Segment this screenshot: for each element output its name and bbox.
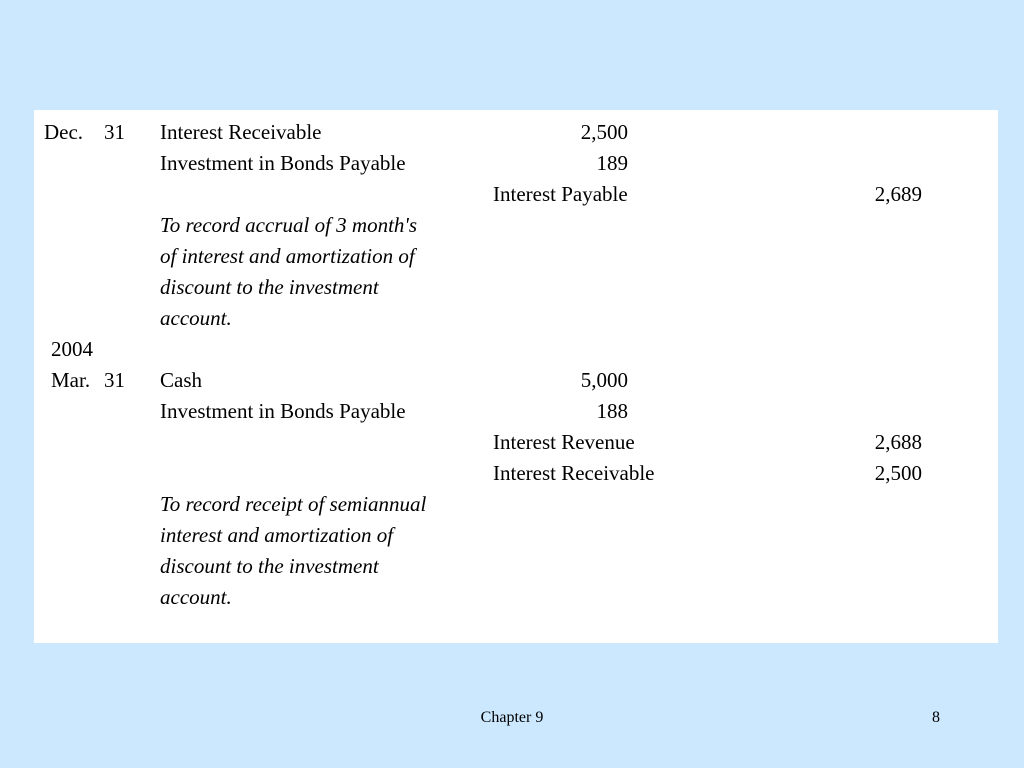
entry2-memo-line2: interest and amortization of [160, 523, 394, 547]
entry2-credit1-amount: 2,688 [874, 430, 922, 454]
entry2-credit2-amount: 2,500 [874, 461, 922, 485]
entry2-debit2-account: Investment in Bonds Payable [160, 399, 406, 423]
entry1-day: 31 [104, 120, 125, 144]
journal-entries-panel [34, 110, 998, 643]
entry1-memo-line2: of interest and amortization of [160, 244, 415, 268]
footer-chapter: Chapter 9 [480, 709, 544, 726]
entry2-year: 2004 [51, 337, 93, 361]
entry2-debit1-amount: 5,000 [580, 368, 628, 392]
entry1-debit1-account: Interest Receivable [160, 120, 322, 144]
entry1-memo-line3: discount to the investment [160, 275, 379, 299]
entry2-memo-line3: discount to the investment [160, 554, 379, 578]
entry1-credit1-account: Interest Payable [493, 182, 628, 206]
entry1-month: Dec. [44, 120, 84, 144]
entry2-debit1-account: Cash [160, 368, 202, 392]
entry1-debit2-amount: 189 [596, 151, 628, 175]
entry2-credit2-account: Interest Receivable [493, 461, 655, 485]
entry1-memo-line1: To record accrual of 3 month's [160, 213, 418, 237]
entry1-debit1-amount: 2,500 [580, 120, 628, 144]
entry2-memo-line4: account. [160, 585, 232, 609]
entry1-memo-line4: account. [160, 306, 232, 330]
entry2-memo-line1: To record receipt of semiannual [160, 492, 427, 516]
entry2-day: 31 [104, 368, 125, 392]
entry2-credit1-account: Interest Revenue [493, 430, 635, 454]
entry1-debit2-account: Investment in Bonds Payable [160, 151, 406, 175]
entry2-month: Mar. [51, 368, 91, 392]
entry2-debit2-amount: 188 [596, 399, 628, 423]
footer-page-number: 8 [932, 709, 940, 726]
entry1-credit1-amount: 2,689 [874, 182, 922, 206]
